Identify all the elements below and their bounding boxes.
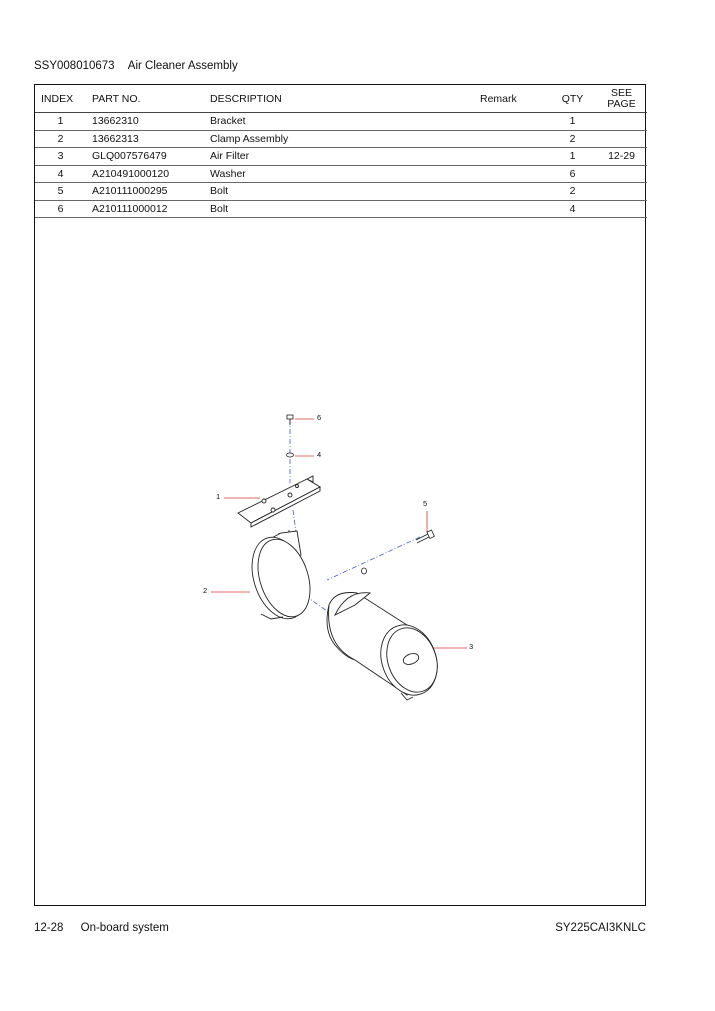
callout-4: 4 <box>317 450 322 459</box>
clamp-part-2 <box>242 530 319 626</box>
cell-part-no: 13662310 <box>86 113 204 131</box>
cell-description: Bracket <box>204 113 474 131</box>
cell-index: 5 <box>35 183 86 201</box>
callout-3: 3 <box>469 642 474 651</box>
column-header-index: INDEX <box>35 85 86 113</box>
bolt-part-6 <box>287 415 293 425</box>
cell-index: 2 <box>35 130 86 148</box>
callout-1: 1 <box>216 492 221 501</box>
bracket-part-1 <box>238 476 320 527</box>
cell-description: Bolt <box>204 200 474 218</box>
cell-qty: 4 <box>549 200 596 218</box>
column-header-description: DESCRIPTION <box>204 85 474 113</box>
page-footer <box>34 922 646 934</box>
cell-description: Air Filter <box>204 148 474 166</box>
page-header <box>34 60 238 72</box>
callout-5: 5 <box>423 499 428 508</box>
cell-description: Washer <box>204 165 474 183</box>
column-header-part-no: PART NO. <box>86 85 204 113</box>
cell-index: 6 <box>35 200 86 218</box>
cell-qty: 1 <box>549 148 596 166</box>
cell-description: Bolt <box>204 183 474 201</box>
cell-part-no: 13662313 <box>86 130 204 148</box>
section-name: On-board system <box>80 922 169 934</box>
cell-part-no: A210491000120 <box>86 165 204 183</box>
see-page-line-2: PAGE <box>607 97 636 110</box>
washer-part-4 <box>287 453 294 457</box>
cell-part-no: GLQ007576479 <box>86 148 204 166</box>
cell-qty: 6 <box>549 165 596 183</box>
bolt-part-5 <box>416 530 434 543</box>
cell-part-no: A210111000295 <box>86 183 204 201</box>
cell-see-page: 12-29 <box>596 148 647 166</box>
page-number: 12-28 <box>34 922 64 934</box>
model-code: SY225CAI3KNLC <box>555 922 646 934</box>
cell-qty: 2 <box>549 183 596 201</box>
page-title: Air Cleaner Assembly <box>127 60 238 72</box>
column-header-remark: Remark <box>474 85 549 113</box>
document-code: SSY008010673 <box>34 60 115 72</box>
see-page-line-1: SEE <box>610 86 632 99</box>
parts-frame <box>34 84 646 906</box>
cell-qty: 2 <box>549 130 596 148</box>
exploded-view-drawing <box>35 85 647 907</box>
cell-index: 3 <box>35 148 86 166</box>
assembly-axis-bolt <box>327 537 420 580</box>
cell-index: 1 <box>35 113 86 131</box>
callout-2: 2 <box>203 586 208 595</box>
callout-6: 6 <box>317 413 322 422</box>
washer-bolt-5 <box>362 568 367 574</box>
column-header-qty: QTY <box>549 85 596 113</box>
cell-part-no: A210111000012 <box>86 200 204 218</box>
cell-qty: 1 <box>549 113 596 131</box>
cell-description: Clamp Assembly <box>204 130 474 148</box>
air-filter-part-3 <box>327 593 447 704</box>
cell-index: 4 <box>35 165 86 183</box>
